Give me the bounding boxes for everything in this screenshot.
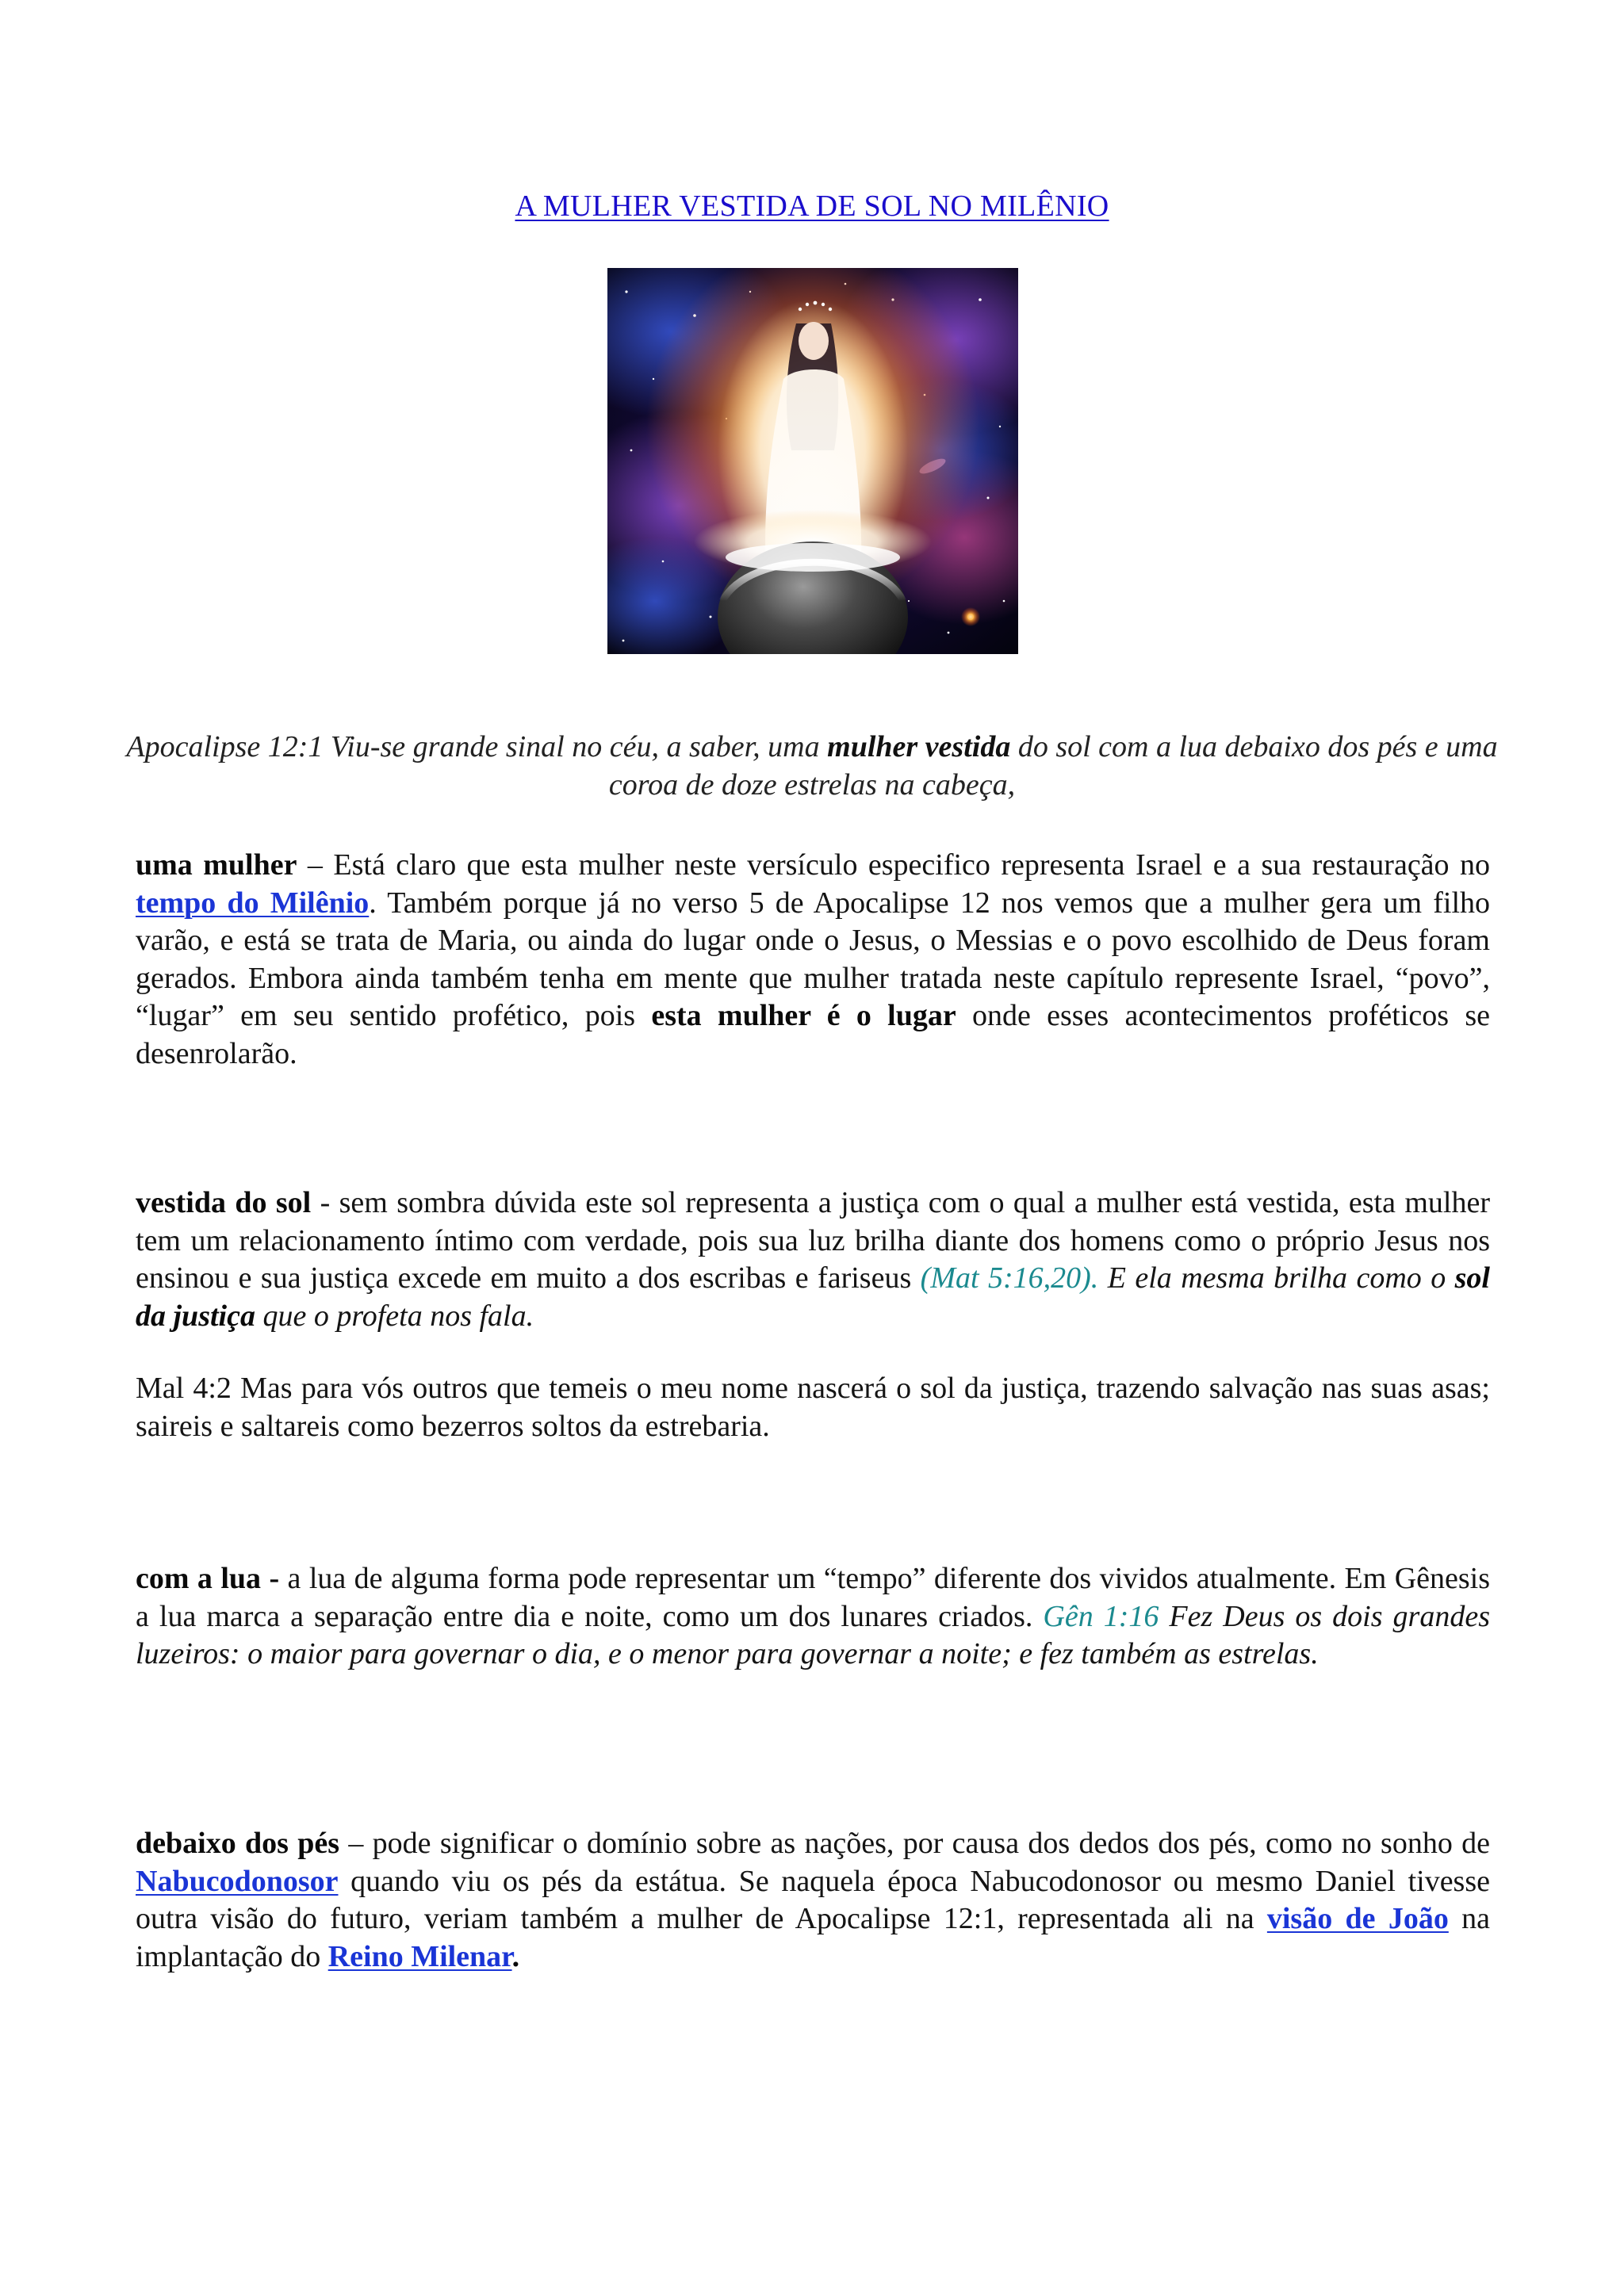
text-segment: quando viu os pés da estátua. Se naquela época Nabucodonosor ou mesmo Daniel tivesse outra visão do futuro, veriam também a mulher de Apocalipse 12:1, representada ali na (136, 1864, 1490, 1935)
paragraph-body (136, 1560, 1490, 1674)
term-label: vestida do sol (136, 1186, 312, 1219)
text-segment: - sem sombra dúvida este sol representa a justiça com o qual a mulher está vestida, esta mulher tem um relacionamento íntimo com verdade, pois sua luz brilha diante dos homens como o próprio Jesus nos ensinou e sua justiça excede em muito a dos escribas e fariseus (136, 1186, 1490, 1295)
term-label: debaixo dos pés (136, 1827, 340, 1860)
text-segment: que o profeta nos fala. (255, 1299, 534, 1333)
term-label: uma mulher (136, 848, 297, 882)
scripture-reference: (Mat 5:16,20). (920, 1261, 1099, 1295)
scripture-verse (119, 728, 1505, 804)
link-reino-milenar[interactable]: Reino Milenar (327, 1939, 512, 1973)
paragraph-malaquias (136, 1370, 1490, 1445)
text-segment: . (511, 1939, 520, 1973)
link-nabucodonosor[interactable]: Nabucodonosor (136, 1864, 339, 1898)
text-segment: E ela mesma brilha como o (1098, 1261, 1455, 1295)
verse-text-end: do sol com a lua debaixo dos pés e uma coroa de doze estrelas na cabeça, (608, 730, 1498, 802)
paragraph-vestida-do-sol (136, 1184, 1490, 1335)
scripture-reference: Gên 1:16 (1043, 1599, 1159, 1633)
text-segment: – Está claro que esta mulher neste versículo especifico representa Israel e a sua restauração no (297, 848, 1491, 882)
hero-artwork (607, 268, 1018, 654)
verse-text-start: Apocalipse 12:1 Viu-se grande sinal no céu, a saber, uma (126, 730, 828, 763)
bold-phrase: esta mulher é o lugar (651, 999, 956, 1032)
text-segment: na implantação do (136, 1902, 1490, 1973)
link-tempo-do-milenio[interactable]: tempo do Milênio (136, 886, 370, 920)
paragraph-debaixo-dos-pes (136, 1825, 1490, 1976)
paragraph-body (136, 847, 1490, 1073)
text-segment: a lua de alguma forma pode representar um “tempo” diferente dos vividos atualmente. Em Gênesis a lua marca a separação entre dia e noite, como um dos lunares criados. (136, 1562, 1490, 1633)
paragraph-body (136, 1825, 1490, 1976)
text-segment: onde esses acontecimentos proféticos se desenrolarão. (136, 999, 1490, 1070)
text-segment: . Também porque já no verso 5 de Apocalipse 12 nos vemos que a mulher gera um filho varão, e está se trata de Maria, ou ainda do lugar onde o Jesus, o Messias e o povo escolhido de Deus foram gerados. Embora ainda também tenha em mente que mulher tratada neste capítulo represente Israel, “povo”, “lugar” em seu sentido profético, pois (136, 886, 1490, 1032)
term-label: com a lua - (136, 1562, 280, 1595)
text-segment: – pode significar o domínio sobre as nações, por causa dos dedos dos pés, como no sonho de (339, 1827, 1490, 1860)
paragraph-uma-mulher (136, 847, 1490, 1073)
bold-phrase: sol da justiça (136, 1261, 1490, 1333)
document-title-link[interactable]: A MULHER VESTIDA DE SOL NO MILÊNIO (515, 189, 1109, 223)
paragraph-com-a-lua (136, 1560, 1490, 1674)
paragraph-body: Mal 4:2 Mas para vós outros que temeis o meu nome nascerá o sol da justiça, trazendo salvação nas suas asas; saireis e saltareis como bezerros soltos da estrebaria. (136, 1372, 1490, 1443)
title-container (0, 189, 1624, 224)
verse-bold: mulher vestida (827, 730, 1011, 763)
text-segment: Fez Deus os dois grandes luzeiros: o maior para governar o dia, e o menor para governar a noite; e fez também as estrelas. (136, 1599, 1490, 1670)
woman-clothed-with-sun-illustration-icon (607, 268, 1018, 654)
link-visao-de-joao[interactable]: visão de João (1266, 1902, 1449, 1935)
paragraph-body (136, 1184, 1490, 1335)
